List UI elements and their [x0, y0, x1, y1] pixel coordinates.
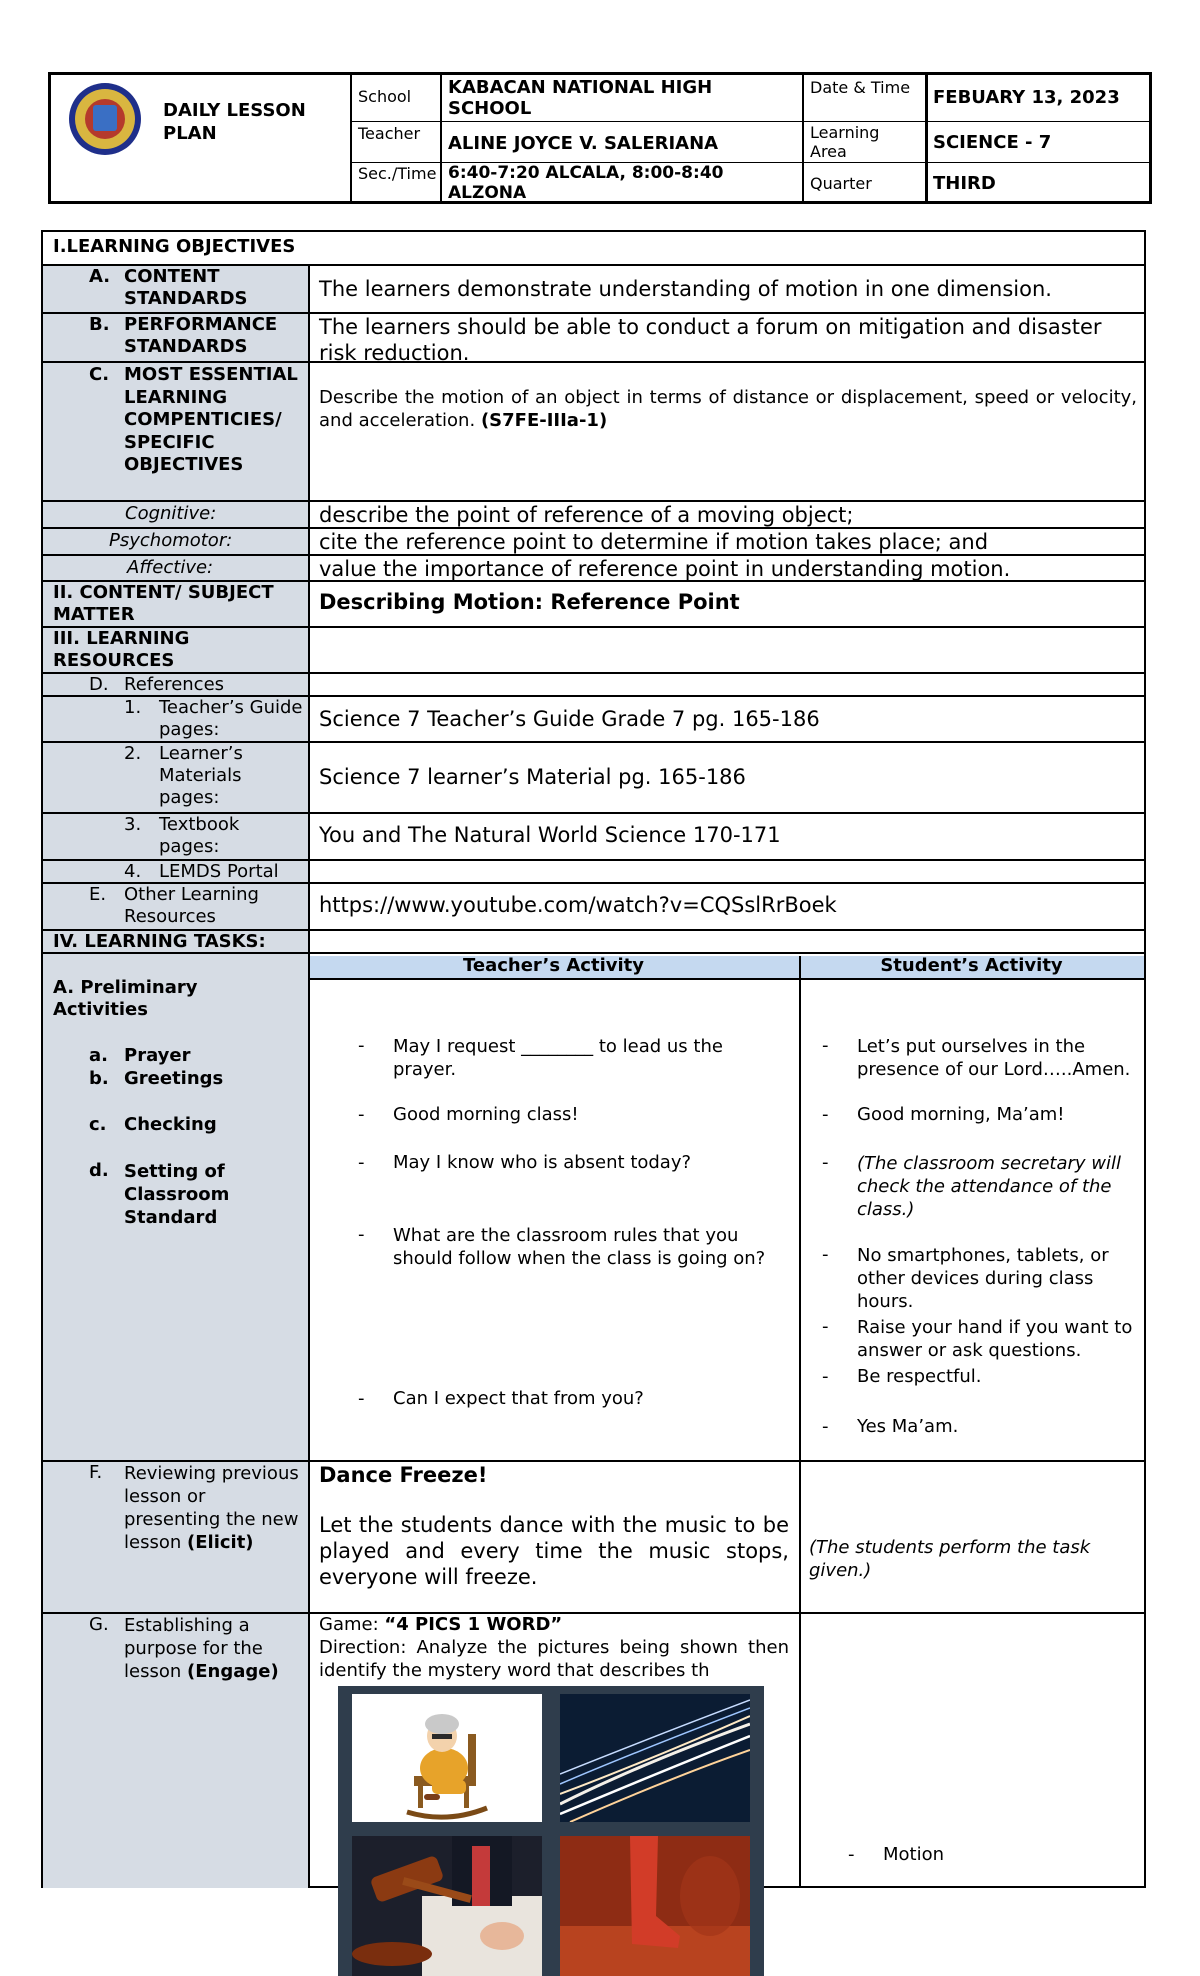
school-label: School — [358, 87, 412, 106]
teacher-item: Can I expect that from you? — [393, 1388, 644, 1409]
teacher-label: Teacher — [358, 124, 421, 143]
bullet: - — [822, 1366, 829, 1387]
gavel-picture — [352, 1836, 542, 1976]
student-item: Yes Ma’am. — [857, 1416, 959, 1437]
r1-num: 1. — [124, 697, 142, 718]
psychomotor-text: cite the reference point to determine if motion takes place; and — [319, 530, 989, 554]
student-item: Raise your hand if you want to answer or ask questions. — [857, 1317, 1133, 1361]
engage-label: Establishing a purpose for the lesson (Engage) — [124, 1615, 279, 1682]
cognitive-label: Cognitive: — [125, 503, 217, 524]
bullet: - — [358, 1104, 365, 1125]
prelim-letter: d. — [89, 1160, 109, 1181]
bullet: - — [822, 1152, 829, 1173]
prelim-item-classroom-standard: Setting of Classroom Standard — [124, 1161, 230, 1228]
bullet: - — [358, 1224, 365, 1245]
teacher-item: May I request ________ to lead us the prayer. — [393, 1036, 723, 1080]
game-title: Game: “4 PICS 1 WORD” — [319, 1614, 563, 1635]
area-value: SCIENCE - 7 — [933, 132, 1052, 153]
f-num: F. — [89, 1462, 103, 1483]
prelim-letter: a. — [89, 1045, 108, 1066]
bullet: - — [848, 1844, 855, 1865]
teacher-item: May I know who is absent today? — [393, 1152, 692, 1173]
elicit-label: Reviewing previous lesson or presenting the new lesson (Elicit) — [124, 1463, 299, 1553]
rocking-chair-picture — [352, 1694, 542, 1822]
competencies-label: MOST ESSENTIAL LEARNING COMPENTICIES/ SPECIFIC OBJECTIVES — [124, 364, 298, 475]
teachers-guide-value: Science 7 Teacher’s Guide Grade 7 pg. 165-186 — [319, 707, 820, 731]
student-item: Good morning, Ma’am! — [857, 1104, 1065, 1125]
learners-materials-value: Science 7 learner’s Material pg. 165-186 — [319, 765, 746, 789]
section-label: Sec./Time — [358, 164, 437, 183]
r4-num: 4. — [124, 861, 142, 882]
prelim-item-checking: Checking — [124, 1114, 217, 1135]
teacher-item: What are the classroom rules that you should follow when the class is going on? — [393, 1225, 766, 1269]
teachers-guide-label: Teacher’s Guide pages: — [159, 697, 303, 740]
other-resources-label: Other Learning Resources — [124, 884, 259, 927]
cognitive-text: describe the point of reference of a moving object; — [319, 503, 854, 527]
bullet: - — [822, 1244, 829, 1265]
dance-freeze-text: Let the students dance with the music to be played and every time the music stops, everyone will freeze. — [319, 1513, 789, 1589]
prelim-item-greetings: Greetings — [124, 1068, 224, 1089]
game-direction: Direction: Analyze the pictures being shown then identify the mystery word that describes th — [319, 1637, 789, 1681]
student-item: (The classroom secretary will check the attendance of the class.) — [857, 1153, 1121, 1220]
g-num: G. — [89, 1614, 109, 1635]
textbook-value: You and The Natural World Science 170-171 — [319, 823, 781, 847]
learners-materials-label: Learner’s Materials pages: — [159, 743, 243, 808]
performance-standards-label: PERFORMANCE STANDARDS — [124, 314, 278, 357]
bullet: - — [822, 1416, 829, 1437]
school-value: KABACAN NATIONAL HIGH SCHOOL — [448, 77, 713, 119]
performance-standards-text: The learners should be able to conduct a forum on mitigation and disaster risk reduction. — [319, 315, 1102, 365]
preliminary-label: A. Preliminary Activities — [53, 977, 198, 1020]
r2-num: 2. — [124, 743, 142, 764]
teacher-item: Good morning class! — [393, 1104, 579, 1125]
date-value: FEBUARY 13, 2023 — [933, 87, 1120, 108]
affective-label: Affective: — [127, 557, 214, 578]
lesson-table — [41, 230, 1146, 1888]
objectives-heading: I.LEARNING OBJECTIVES — [53, 236, 296, 257]
c-num: C. — [89, 364, 110, 385]
bullet: - — [822, 1316, 829, 1337]
bullet: - — [358, 1152, 365, 1173]
teacher-value: ALINE JOYCE V. SALERIANA — [448, 133, 719, 154]
bullet: - — [822, 1035, 829, 1056]
content-value: Describing Motion: Reference Point — [319, 590, 740, 614]
prelim-item-prayer: Prayer — [124, 1045, 191, 1066]
student-item: Be respectful. — [857, 1366, 982, 1387]
a-num: A. — [89, 266, 111, 287]
date-label: Date & Time — [810, 78, 911, 97]
header-table — [48, 72, 1152, 204]
lemds-portal-label: LEMDS Portal — [159, 861, 279, 882]
quarter-value: THIRD — [933, 173, 996, 194]
b-num: B. — [89, 314, 110, 335]
section-value: 6:40-7:20 ALCALA, 8:00-8:40 ALZONA — [448, 163, 724, 203]
prelim-letter: c. — [89, 1114, 107, 1135]
bullet: - — [358, 1388, 365, 1409]
document-title: DAILY LESSON PLAN — [163, 100, 306, 144]
references-label: References — [124, 674, 225, 695]
tasks-label: IV. LEARNING TASKS: — [53, 931, 266, 952]
textbook-label: Textbook pages: — [159, 814, 240, 857]
running-picture — [560, 1836, 750, 1976]
teacher-activity-header: Teacher’s Activity — [462, 955, 644, 976]
game-answer: Motion — [883, 1844, 945, 1865]
student-item: No smartphones, tablets, or other devices during class hours. — [857, 1245, 1109, 1312]
e-num: E. — [89, 884, 107, 905]
resources-label: III. LEARNING RESOURCES — [53, 628, 190, 671]
deped-seal-icon — [69, 83, 141, 155]
quarter-label: Quarter — [810, 174, 872, 193]
dance-freeze-title: Dance Freeze! — [319, 1463, 488, 1487]
psychomotor-label: Psychomotor: — [109, 530, 233, 551]
student-item: Let’s put ourselves in the presence of our Lord…..Amen. — [857, 1036, 1131, 1080]
prelim-letter: b. — [89, 1068, 109, 1089]
r3-num: 3. — [124, 814, 142, 835]
affective-text: value the importance of reference point in understanding motion. — [319, 557, 1011, 581]
student-activity-header: Student’s Activity — [880, 955, 1063, 976]
content-standards-text: The learners demonstrate understanding of motion in one dimension. — [319, 277, 1052, 301]
area-label: Learning Area — [810, 123, 880, 161]
competencies-text: Describe the motion of an object in terms of distance or displacement, speed or velocity, and acceleration. (S7FE-IIIa-1) — [319, 387, 1137, 431]
d-num: D. — [89, 674, 109, 695]
bullet: - — [822, 1104, 829, 1125]
youtube-link[interactable]: https://www.youtube.com/watch?v=CQSslRrBoek — [319, 893, 837, 917]
content-label: II. CONTENT/ SUBJECT MATTER — [53, 582, 274, 625]
content-standards-label: CONTENT STANDARDS — [124, 266, 248, 309]
four-pics-one-word-image — [338, 1686, 764, 1976]
light-trails-picture — [560, 1694, 750, 1822]
bullet: - — [358, 1035, 365, 1056]
elicit-student-response: (The students perform the task given.) — [809, 1537, 1091, 1581]
